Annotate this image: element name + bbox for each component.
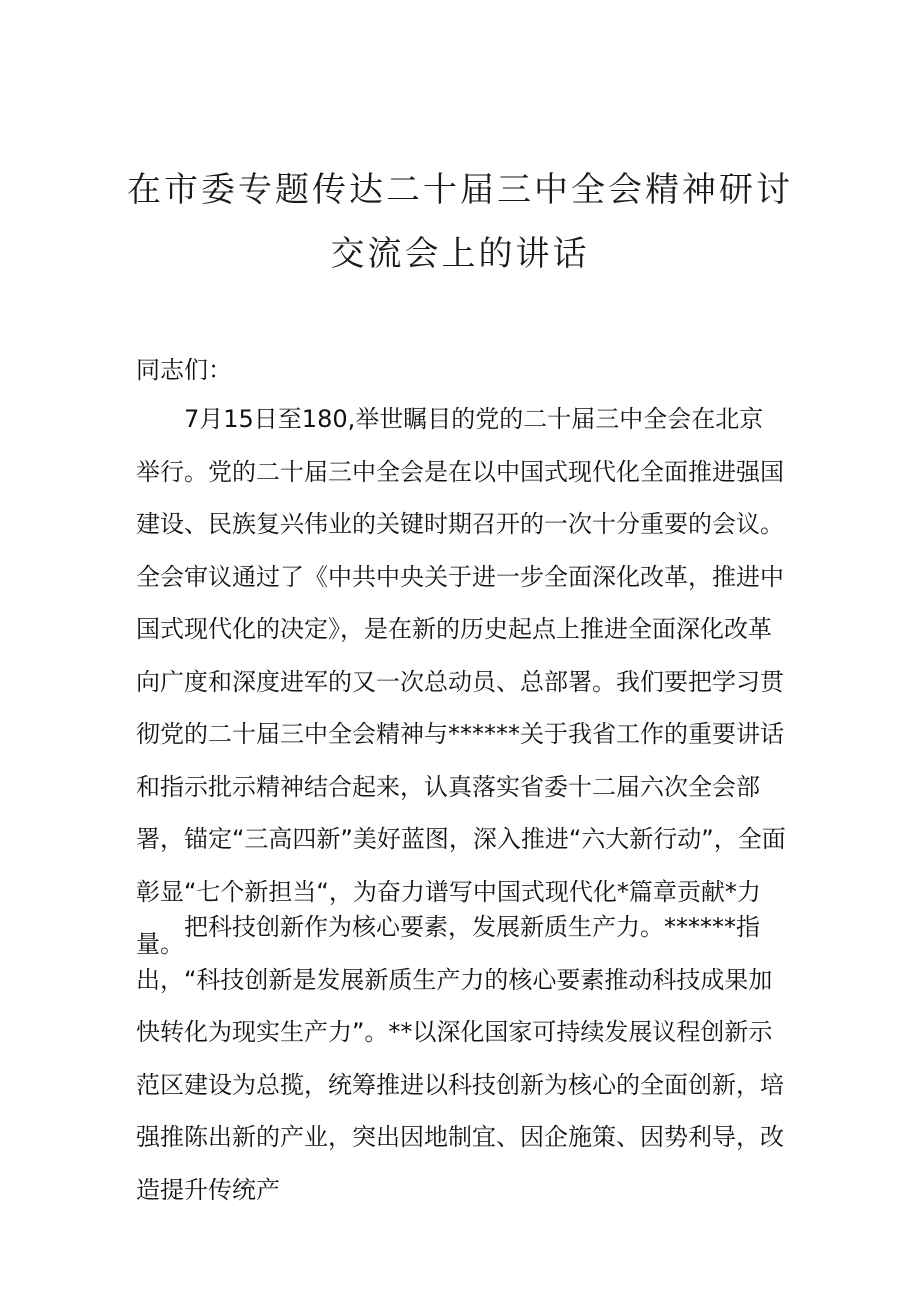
document-title-line-1: 在市委专题传达二十届三中全会精神研讨 <box>127 170 793 210</box>
document-title-line-2: 交流会上的讲话 <box>330 234 590 274</box>
paragraph-1: 7月15日至180,举世瞩目的党的二十届三中全会在北京举行。党的二十届三中全会是在以中国式现代化全面推进强国建设、民族复兴伟业的关键时期召开的一次十分重要的会议。全会审议通过了《中共中央关于进一步全面深化改革，推进中国式现代化的决定》，是在新的历史起点上推进全面深化改革向广度和深度进军的又一次总动员、总部署。我们要把学习贯彻党的二十届三中全会精神与******关于我省工作的重要讲话和指示批示精神结合起来，认真落实省委十二届六次全会部署，锚定“三高四新”美好蓝图，深入推进“六大新行动”，全面彰显“七个新担当“，为奋力谱写中国式现代化*篇章贡献*力量。 <box>136 405 786 958</box>
salutation: 同志们： <box>136 356 232 384</box>
paragraph-2: 把科技创新作为核心要素，发展新质生产力。******指出，“科技创新是发展新质生产力的核心要素推动科技成果加快转化为现实生产力”。**以深化国家可持续发展议程创新示范区建设为总揽，统筹推进以科技创新为核心的全面创新，培强推陈出新的产业，突出因地制宜、因企施策、因势利导，改造提升传统产 <box>136 913 784 1204</box>
